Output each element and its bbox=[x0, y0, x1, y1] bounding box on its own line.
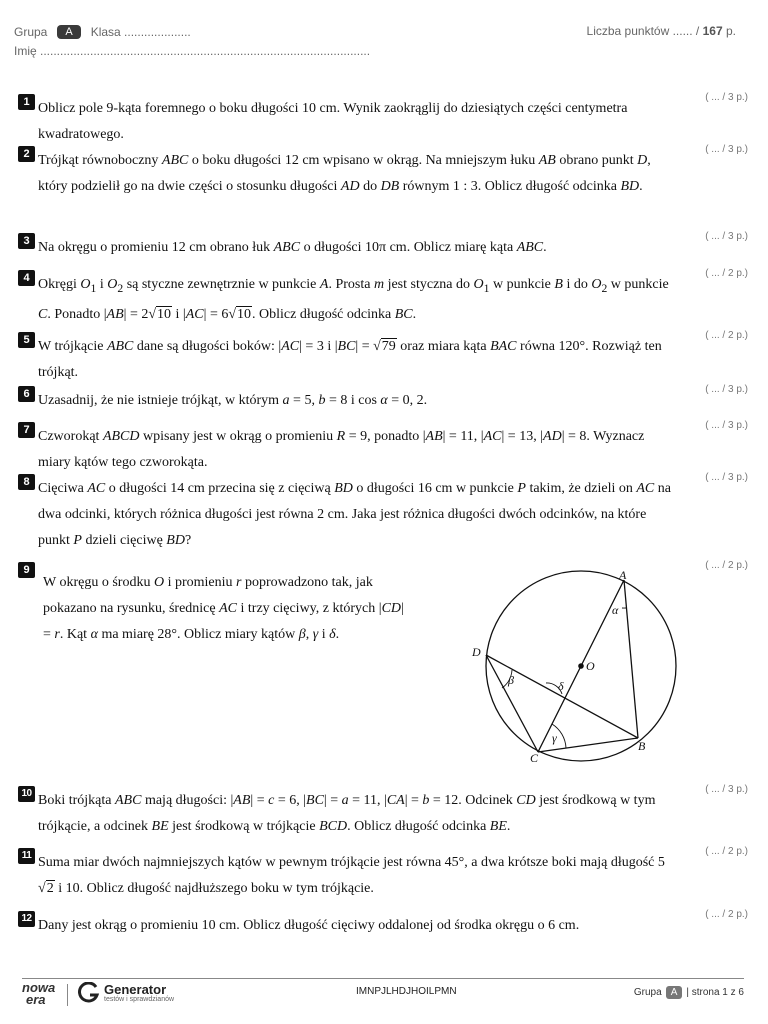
task-points: ( ... / 2 p.) bbox=[705, 909, 748, 920]
task-points: ( ... / 3 p.) bbox=[705, 784, 748, 795]
task-points: ( ... / 3 p.) bbox=[705, 92, 748, 103]
footer-group-badge: A bbox=[666, 986, 683, 999]
task-points: ( ... / 2 p.) bbox=[705, 268, 748, 279]
page-number: | strona 1 z 6 bbox=[686, 987, 744, 998]
document-code: IMNPJLHDJHOILPMN bbox=[356, 986, 457, 997]
task-text: Suma miar dwóch najmniejszych kątów w pewnym trójkącie jest równa 45°, a dwa krótsze boki mają długość 5√2 i 10. Oblicz długość najdłuższego boku w tym trójkącie. bbox=[38, 855, 665, 896]
group-label: Grupa bbox=[14, 25, 48, 39]
task-text: Na okręgu o promieniu 12 cm obrano łuk ABC o długości 10π cm. Oblicz miarę kąta ABC. bbox=[38, 240, 547, 255]
points-summary: Liczba punktów ...... / 167 p. bbox=[586, 24, 736, 38]
label-a: A bbox=[619, 568, 627, 582]
task-text: Oblicz pole 9-kąta foremnego o boku długości 10 cm. Wynik zaokrąglij do dziesiątych części centymetra kwadratowego. bbox=[38, 101, 628, 142]
task-text: Dany jest okrąg o promieniu 10 cm. Oblicz długość cięciwy oddalonej od środka okręgu o 6 cm. bbox=[38, 918, 580, 933]
task-text: Boki trójkąta ABC mają długości: |AB| = c = 6, |BC| = a = 11, |CA| = b = 12. Odcinek CD jest środkową w tym trójkącie, a odcinek BE jest środkową w trójkącie BCD. Oblicz długość odcinka BE. bbox=[38, 793, 656, 834]
label-c: C bbox=[530, 751, 539, 765]
points-total: 167 bbox=[702, 24, 723, 38]
task-points: ( ... / 2 p.) bbox=[705, 846, 748, 857]
footer-page-info: Grupa A | strona 1 z 6 bbox=[633, 987, 744, 998]
task-text: Trójkąt równoboczny ABC o boku długości 12 cm wpisano w okrąg. Na mniejszym łuku AB obrano punkt D, który podzielił go na dwie części o stosunku długości AD do DB równym 1 : 3. Oblicz długość odcinka BD. bbox=[38, 153, 651, 194]
task-number: 11 bbox=[18, 848, 35, 864]
task-number: 3 bbox=[18, 233, 35, 249]
task-points: ( ... / 3 p.) bbox=[705, 231, 748, 242]
nowa-era-logo: nowa era bbox=[22, 980, 56, 1007]
task-number: 12 bbox=[18, 911, 35, 927]
task-text: Uzasadnij, że nie istnieje trójkąt, w którym a = 5, b = 8 i cos α = 0, 2. bbox=[38, 393, 428, 408]
name-field: Imię ................................................................................................... bbox=[14, 44, 371, 58]
circle-figure bbox=[464, 566, 684, 772]
label-alpha: α bbox=[612, 603, 619, 617]
task-text: W okręgu o środku O i promieniu r poprowadzono tak, jak pokazano na rysunku, średnicę AC i trzy cięciwy, z których |CD| = r. Kąt α ma miarę 28°. Oblicz miary kątów β, γ i δ. bbox=[43, 575, 404, 642]
task-points: ( ... / 2 p.) bbox=[705, 330, 748, 341]
label-delta: δ bbox=[558, 679, 564, 693]
task-points: ( ... / 3 p.) bbox=[705, 420, 748, 431]
label-o: O bbox=[586, 659, 595, 673]
label-beta: β bbox=[508, 673, 514, 687]
task-number: 1 bbox=[18, 94, 35, 110]
label-gamma: γ bbox=[552, 731, 557, 745]
chord-ab bbox=[624, 580, 638, 738]
task-points: ( ... / 3 p.) bbox=[705, 472, 748, 483]
task-text: Cięciwa AC o długości 14 cm przecina się z cięciwą BD o długości 16 cm w punkcie P takim, że dzieli on AC na dwa odcinki, których różnica długości jest równa 2 cm. Jaka jest różnica długości dwóch odcinków, na które punkt P dzieli cięciwę BD? bbox=[38, 481, 671, 548]
task-text: W trójkącie ABC dane są długości boków: |AC| = 3 i |BC| = √79 oraz miara kąta BAC równa 120°. Rozwiąż ten trójkąt. bbox=[38, 339, 662, 380]
label-b: B bbox=[638, 739, 646, 753]
task-number: 10 bbox=[18, 786, 35, 802]
task-number: 7 bbox=[18, 422, 35, 438]
task-points: ( ... / 2 p.) bbox=[705, 560, 748, 571]
generator-logo-text: Generator bbox=[104, 982, 167, 997]
task-number: 4 bbox=[18, 270, 35, 286]
task-text: Czworokąt ABCD wpisany jest w okrąg o promieniu R = 9, ponadto |AB| = 11, |AC| = 13, |AD| = 8. Wyznacz miary kątów tego czworokąta. bbox=[38, 429, 645, 470]
center-point bbox=[578, 663, 584, 669]
task-number: 9 bbox=[18, 562, 35, 578]
group-badge: A bbox=[57, 25, 80, 39]
logo-separator bbox=[67, 984, 68, 1006]
task-points: ( ... / 3 p.) bbox=[705, 144, 748, 155]
header-left bbox=[14, 24, 374, 59]
task-number: 6 bbox=[18, 386, 35, 402]
footer-divider bbox=[22, 978, 744, 979]
label-d: D bbox=[472, 645, 481, 659]
task-number: 8 bbox=[18, 474, 35, 490]
task-number: 2 bbox=[18, 146, 35, 162]
task-text: Okręgi $O_1$ i $O_2$ są styczne zewnętrznie w punkcie A. Prosta m jest styczna do $O_1$ w punkcie B i do $O_2$ w punkcie C. Ponadto |AB| = 2√10 i |AC| = 6√10. Oblicz długość odcinka BC. bbox=[38, 277, 669, 322]
generator-subtitle: testów i sprawdzianów bbox=[104, 996, 175, 1003]
task-number: 5 bbox=[18, 332, 35, 348]
task-points: ( ... / 3 p.) bbox=[705, 384, 748, 395]
generator-g-icon bbox=[78, 982, 100, 1004]
class-field: Klasa .................... bbox=[90, 25, 191, 39]
